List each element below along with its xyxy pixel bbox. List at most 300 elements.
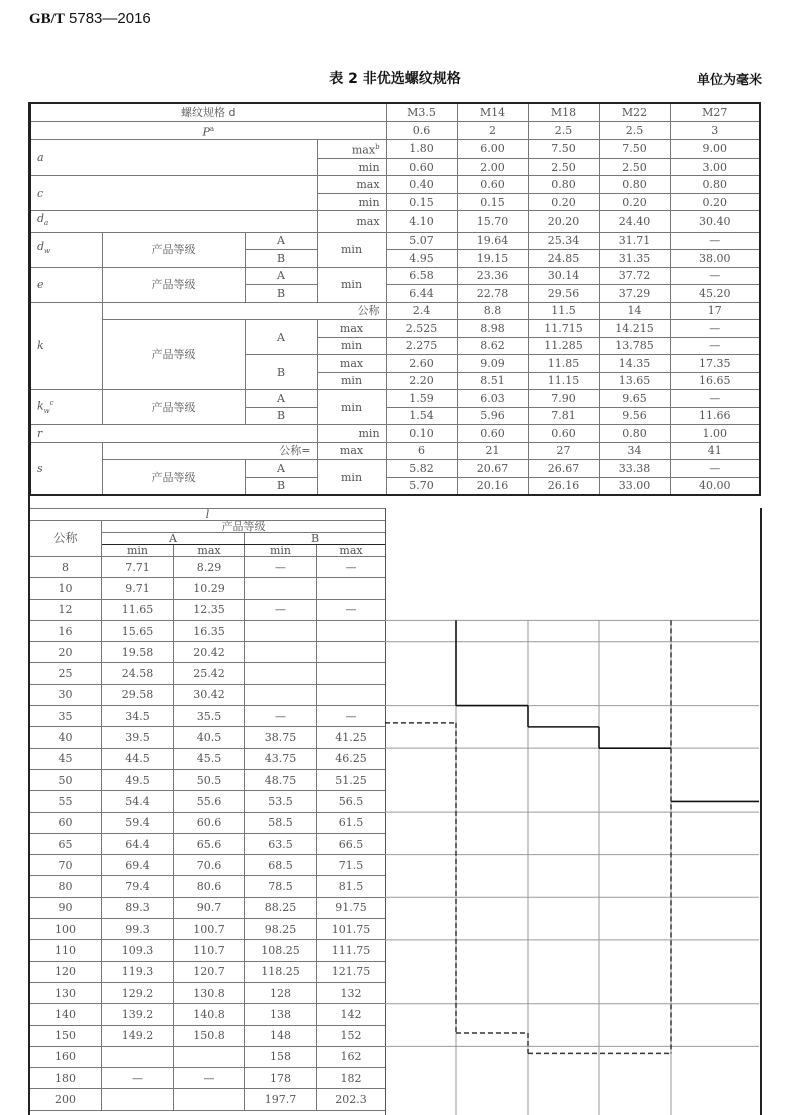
length-cell-b-min <box>245 620 317 641</box>
cell: — <box>670 232 760 250</box>
cell: 6 <box>386 442 457 460</box>
cell: 1.80 <box>386 140 457 159</box>
param-kw: $k_w^c$ <box>30 390 102 425</box>
grade-a: A <box>245 320 317 355</box>
grade-b: B <box>245 355 317 390</box>
length-cell-b-max <box>317 620 386 641</box>
length-header-row <box>30 521 386 533</box>
cell: 21 <box>457 442 528 460</box>
min-label: min <box>317 267 386 302</box>
cell: 5.70 <box>386 477 457 495</box>
length-cell-a-min: 34.5 <box>102 706 174 727</box>
length-cell-b-max <box>317 684 386 705</box>
min-label: min <box>317 158 386 176</box>
length-cell-a-max: 100.7 <box>174 919 245 940</box>
col-header: M27 <box>670 103 760 121</box>
min-label: min <box>317 337 386 355</box>
length-cell-b-min: 108.25 <box>245 940 317 961</box>
cell: 24.40 <box>599 211 670 232</box>
cell: 7.50 <box>599 140 670 159</box>
length-cell-a-max: 65.6 <box>174 833 245 854</box>
cell: 1.54 <box>386 407 457 425</box>
param-da: $d_a$ <box>30 211 317 232</box>
length-cell-a-max: 25.42 <box>174 663 245 684</box>
length-cell-nom: 20 <box>30 642 102 663</box>
length-cell-b-max: 81.5 <box>317 876 386 897</box>
length-row <box>30 1025 386 1046</box>
cell: 0.60 <box>457 425 528 443</box>
length-cell-a-max: 8.29 <box>174 557 245 578</box>
cell: 0.60 <box>457 176 528 194</box>
length-row <box>30 855 386 876</box>
grade-b: B <box>245 407 317 425</box>
cell: 20.16 <box>457 477 528 495</box>
length-cell-b-min: 53.5 <box>245 791 317 812</box>
cell: 9.65 <box>599 390 670 408</box>
nominal-eq-label: 公称= <box>102 442 317 460</box>
cell: 4.95 <box>386 250 457 268</box>
length-cell-a-max <box>174 1089 245 1110</box>
cell: 0.20 <box>528 193 599 211</box>
cell: — <box>670 390 760 408</box>
length-cell-b-max <box>317 663 386 684</box>
cell: 3.00 <box>670 158 760 176</box>
spec-table <box>29 102 761 496</box>
cell: 16.65 <box>670 372 760 390</box>
cell: 19.64 <box>457 232 528 250</box>
grade-b: B <box>245 250 317 268</box>
length-cell-a-max: 20.42 <box>174 642 245 663</box>
cell: 2.275 <box>386 337 457 355</box>
cell: 11.5 <box>528 302 599 320</box>
cell: — <box>670 267 760 285</box>
cell: 2.5 <box>528 121 599 140</box>
length-cell-b-min <box>245 684 317 705</box>
max-label: max <box>317 211 386 232</box>
cell: 8.98 <box>457 320 528 338</box>
length-row <box>30 791 386 812</box>
header-row <box>30 103 760 121</box>
min-label: min <box>245 545 317 557</box>
length-cell-nom: 55 <box>30 791 102 812</box>
length-row <box>30 812 386 833</box>
cell: 38.00 <box>670 250 760 268</box>
length-cell-a-min <box>102 1089 174 1110</box>
length-cell-a-max: 30.42 <box>174 684 245 705</box>
cell: 25.34 <box>528 232 599 250</box>
length-cell-nom: 200 <box>30 1089 102 1110</box>
cell: 13.785 <box>599 337 670 355</box>
length-cell-b-max: 61.5 <box>317 812 386 833</box>
length-cell-b-min: 98.25 <box>245 919 317 940</box>
length-cell-a-min: 44.5 <box>102 748 174 769</box>
length-cell-a-min <box>102 1046 174 1067</box>
cell: 14.35 <box>599 355 670 373</box>
length-cell-a-min: 7.71 <box>102 557 174 578</box>
cell: 3 <box>670 121 760 140</box>
cell: 8.51 <box>457 372 528 390</box>
length-cell-b-min: 78.5 <box>245 876 317 897</box>
param-c: c <box>30 176 317 211</box>
col-header: M18 <box>528 103 599 121</box>
length-cell-nom: 10 <box>30 578 102 599</box>
cell: 17.35 <box>670 355 760 373</box>
grade-a: A <box>102 533 245 545</box>
grade-label: 产品等级 <box>102 232 245 267</box>
length-cell-nom: 120 <box>30 961 102 982</box>
row-k-a-max <box>30 320 760 338</box>
cell: 5.82 <box>386 460 457 478</box>
length-cell-nom: 60 <box>30 812 102 833</box>
length-cell-b-max: 101.75 <box>317 919 386 940</box>
table-caption: 表 2 非优选螺纹规格 <box>329 71 461 87</box>
cell: 11.15 <box>528 372 599 390</box>
grade-label: 产品等级 <box>102 267 245 302</box>
row-k-nom <box>30 302 760 320</box>
length-row <box>30 727 386 748</box>
cell: 0.80 <box>670 176 760 194</box>
cell: 22.78 <box>457 285 528 303</box>
length-cell-a-min: 49.5 <box>102 769 174 790</box>
length-cell-nom: 80 <box>30 876 102 897</box>
length-cell-b-min: 118.25 <box>245 961 317 982</box>
length-cell-a-max: 120.7 <box>174 961 245 982</box>
cell: 5.07 <box>386 232 457 250</box>
length-cell-a-max: 110.7 <box>174 940 245 961</box>
cell: 24.85 <box>528 250 599 268</box>
cell: 41 <box>670 442 760 460</box>
length-cell-a-max: 140.8 <box>174 1004 245 1025</box>
length-cell-a-max: — <box>174 1068 245 1089</box>
length-cell-a-max: 50.5 <box>174 769 245 790</box>
col-header: M14 <box>457 103 528 121</box>
length-cell-b-min: 88.25 <box>245 897 317 918</box>
length-cell-b-max: 71.5 <box>317 855 386 876</box>
min-label: min <box>317 232 386 267</box>
cell: 19.15 <box>457 250 528 268</box>
length-row <box>30 1089 386 1110</box>
max-label: max <box>317 320 386 338</box>
length-cell-a-min: 29.58 <box>102 684 174 705</box>
length-cell-a-max: 130.8 <box>174 982 245 1003</box>
nominal-label: 公称 <box>102 302 386 320</box>
cell: 2.4 <box>386 302 457 320</box>
length-cell-b-max <box>317 578 386 599</box>
cell: 20.67 <box>457 460 528 478</box>
cell: 1.59 <box>386 390 457 408</box>
length-cell-b-min: 178 <box>245 1068 317 1089</box>
cell: 0.80 <box>599 425 670 443</box>
cell: 0.40 <box>386 176 457 194</box>
length-cell-b-max: 46.25 <box>317 748 386 769</box>
length-cell-a-min: 119.3 <box>102 961 174 982</box>
length-cell-a-max: 80.6 <box>174 876 245 897</box>
length-cell-b-min <box>245 663 317 684</box>
standard-prefix: GB/T <box>29 11 65 27</box>
cell: 11.715 <box>528 320 599 338</box>
cell: 9.56 <box>599 407 670 425</box>
length-cell-a-max: 40.5 <box>174 727 245 748</box>
length-cell-a-min: 69.4 <box>102 855 174 876</box>
length-cell-nom: 50 <box>30 769 102 790</box>
cell: 33.00 <box>599 477 670 495</box>
cell: 37.72 <box>599 267 670 285</box>
max-label: max <box>317 442 386 460</box>
length-cell-a-min: 39.5 <box>102 727 174 748</box>
cell: 9.00 <box>670 140 760 159</box>
min-label: min <box>317 390 386 425</box>
length-cell-b-max: 41.25 <box>317 727 386 748</box>
cell: 8.8 <box>457 302 528 320</box>
cell: 11.85 <box>528 355 599 373</box>
cell: 27 <box>528 442 599 460</box>
length-cell-b-max: 182 <box>317 1068 386 1089</box>
grade-b: B <box>245 285 317 303</box>
param-a: a <box>30 140 317 176</box>
length-cell-a-max: 70.6 <box>174 855 245 876</box>
grade-label: 产品等级 <box>102 460 245 496</box>
param-k: k <box>30 302 102 390</box>
cell: 4.10 <box>386 211 457 232</box>
length-cell-b-max: 152 <box>317 1025 386 1046</box>
length-row <box>30 1068 386 1089</box>
cell: 2 <box>457 121 528 140</box>
cell: 14 <box>599 302 670 320</box>
length-table <box>29 508 386 1111</box>
table-left-border <box>28 102 30 1115</box>
length-cell-b-max: 56.5 <box>317 791 386 812</box>
length-cell-b-max <box>317 642 386 663</box>
cell: 31.35 <box>599 250 670 268</box>
length-cell-b-max: 111.75 <box>317 940 386 961</box>
length-cell-a-max: 45.5 <box>174 748 245 769</box>
cell: 5.96 <box>457 407 528 425</box>
grade-a: A <box>245 460 317 478</box>
cell: 6.03 <box>457 390 528 408</box>
length-cell-a-min: 99.3 <box>102 919 174 940</box>
length-cell-nom: 130 <box>30 982 102 1003</box>
row-s-max <box>30 442 760 460</box>
min-label: min <box>317 193 386 211</box>
length-cell-b-min: 38.75 <box>245 727 317 748</box>
cell: 2.20 <box>386 372 457 390</box>
length-cell-nom: 35 <box>30 706 102 727</box>
length-cell-b-max: — <box>317 599 386 620</box>
max-label: max <box>317 355 386 373</box>
max-label: $\max^b$ <box>317 140 386 159</box>
cell: 0.6 <box>386 121 457 140</box>
length-row <box>30 684 386 705</box>
length-cell-nom: 70 <box>30 855 102 876</box>
min-label: min <box>317 460 386 496</box>
cell: 34 <box>599 442 670 460</box>
cell: 2.525 <box>386 320 457 338</box>
length-cell-a-min: 19.58 <box>102 642 174 663</box>
cell: 45.20 <box>670 285 760 303</box>
cell: 0.15 <box>457 193 528 211</box>
length-cell-b-min: 148 <box>245 1025 317 1046</box>
length-cell-b-min: — <box>245 557 317 578</box>
cell: 29.56 <box>528 285 599 303</box>
length-cell-b-min: 58.5 <box>245 812 317 833</box>
length-row <box>30 706 386 727</box>
length-cell-a-min: 24.58 <box>102 663 174 684</box>
cell: 1.00 <box>670 425 760 443</box>
length-cell-nom: 65 <box>30 833 102 854</box>
cell: 0.60 <box>386 158 457 176</box>
l-label: l <box>30 509 386 521</box>
length-cell-b-max: 202.3 <box>317 1089 386 1110</box>
param-r: r <box>30 425 317 443</box>
length-cell-a-min: 15.65 <box>102 620 174 641</box>
length-row <box>30 620 386 641</box>
cell: 26.67 <box>528 460 599 478</box>
length-cell-b-min: 63.5 <box>245 833 317 854</box>
cell: 2.00 <box>457 158 528 176</box>
length-row <box>30 961 386 982</box>
length-cell-b-max: 66.5 <box>317 833 386 854</box>
length-cell-a-min: 54.4 <box>102 791 174 812</box>
cell: 0.80 <box>599 176 670 194</box>
length-cell-b-max: 91.75 <box>317 897 386 918</box>
length-cell-a-max: 90.7 <box>174 897 245 918</box>
length-cell-a-max: 10.29 <box>174 578 245 599</box>
cell: 8.62 <box>457 337 528 355</box>
length-cell-a-max: 16.35 <box>174 620 245 641</box>
length-cell-b-min: — <box>245 599 317 620</box>
length-row <box>30 1046 386 1067</box>
length-cell-b-max: — <box>317 557 386 578</box>
standard-number: 5783—2016 <box>69 10 151 27</box>
length-cell-nom: 16 <box>30 620 102 641</box>
length-row <box>30 599 386 620</box>
length-cell-a-min: 89.3 <box>102 897 174 918</box>
length-cell-a-min: 59.4 <box>102 812 174 833</box>
grade-b: B <box>245 533 386 545</box>
cell: 14.215 <box>599 320 670 338</box>
cell: 6.00 <box>457 140 528 159</box>
length-cell-b-min: 158 <box>245 1046 317 1067</box>
length-cell-nom: 90 <box>30 897 102 918</box>
length-row <box>30 642 386 663</box>
row-a-max <box>30 140 760 159</box>
cell: 0.10 <box>386 425 457 443</box>
col-header: M3.5 <box>386 103 457 121</box>
cell: — <box>670 337 760 355</box>
length-cell-a-min: 149.2 <box>102 1025 174 1046</box>
cell: — <box>670 320 760 338</box>
length-row <box>30 940 386 961</box>
length-cell-b-max: — <box>317 706 386 727</box>
length-row <box>30 876 386 897</box>
cell: 37.29 <box>599 285 670 303</box>
max-label: max <box>317 176 386 194</box>
param-e: e <box>30 267 102 302</box>
row-pitch <box>30 121 760 140</box>
cell: 2.50 <box>599 158 670 176</box>
max-label: max <box>317 545 386 557</box>
min-label: min <box>102 545 174 557</box>
cell: — <box>670 460 760 478</box>
grade-label: 产品等级 <box>102 390 245 425</box>
length-row <box>30 982 386 1003</box>
thread-spec-label: 螺纹规格 d <box>30 103 386 121</box>
length-cell-b-max: 142 <box>317 1004 386 1025</box>
row-e-a <box>30 267 760 285</box>
length-cell-a-min: — <box>102 1068 174 1089</box>
cell: 0.20 <box>599 193 670 211</box>
length-cell-b-min: 43.75 <box>245 748 317 769</box>
length-row <box>30 919 386 940</box>
length-cell-a-min: 11.65 <box>102 599 174 620</box>
length-cell-a-min: 9.71 <box>102 578 174 599</box>
length-cell-nom: 12 <box>30 599 102 620</box>
cell: 7.90 <box>528 390 599 408</box>
length-cell-b-max: 132 <box>317 982 386 1003</box>
row-c-max <box>30 176 760 194</box>
length-cell-nom: 8 <box>30 557 102 578</box>
length-cell-b-min: 197.7 <box>245 1089 317 1110</box>
cell: 6.44 <box>386 285 457 303</box>
cell: 30.14 <box>528 267 599 285</box>
length-cell-a-max: 12.35 <box>174 599 245 620</box>
cell: 40.00 <box>670 477 760 495</box>
length-cell-b-max: 162 <box>317 1046 386 1067</box>
row-da-max <box>30 211 760 232</box>
cell: 20.20 <box>528 211 599 232</box>
nominal-label: 公称 <box>30 521 102 557</box>
cell: 11.285 <box>528 337 599 355</box>
length-cell-a-min: 129.2 <box>102 982 174 1003</box>
cell: 7.81 <box>528 407 599 425</box>
cell: 23.36 <box>457 267 528 285</box>
cell: 2.50 <box>528 158 599 176</box>
grade-a: A <box>245 267 317 285</box>
min-label: min <box>317 372 386 390</box>
cell: 0.15 <box>386 193 457 211</box>
length-row <box>30 748 386 769</box>
row-dw-a <box>30 232 760 250</box>
length-cell-b-min <box>245 578 317 599</box>
grade-label: 产品等级 <box>102 320 245 390</box>
length-cell-a-min: 79.4 <box>102 876 174 897</box>
grade-label: 产品等级 <box>102 521 386 533</box>
length-cell-a-min: 64.4 <box>102 833 174 854</box>
grade-a: A <box>245 232 317 250</box>
length-cell-a-max: 35.5 <box>174 706 245 727</box>
unit-note: 单位为毫米 <box>696 73 762 88</box>
cell: 6.58 <box>386 267 457 285</box>
cell: 33.38 <box>599 460 670 478</box>
length-row <box>30 1004 386 1025</box>
length-cell-b-max: 51.25 <box>317 769 386 790</box>
cell: 7.50 <box>528 140 599 159</box>
length-cell-b-min: — <box>245 706 317 727</box>
length-cell-nom: 25 <box>30 663 102 684</box>
length-row <box>30 663 386 684</box>
length-row <box>30 578 386 599</box>
length-cell-a-min: 139.2 <box>102 1004 174 1025</box>
length-cell-b-min: 138 <box>245 1004 317 1025</box>
cell: 0.80 <box>528 176 599 194</box>
cell: 9.09 <box>457 355 528 373</box>
length-cell-nom: 30 <box>30 684 102 705</box>
cell: 31.71 <box>599 232 670 250</box>
length-range-markers <box>385 508 761 1115</box>
param-s: s <box>30 442 102 495</box>
grade-a: A <box>245 390 317 408</box>
length-row <box>30 897 386 918</box>
